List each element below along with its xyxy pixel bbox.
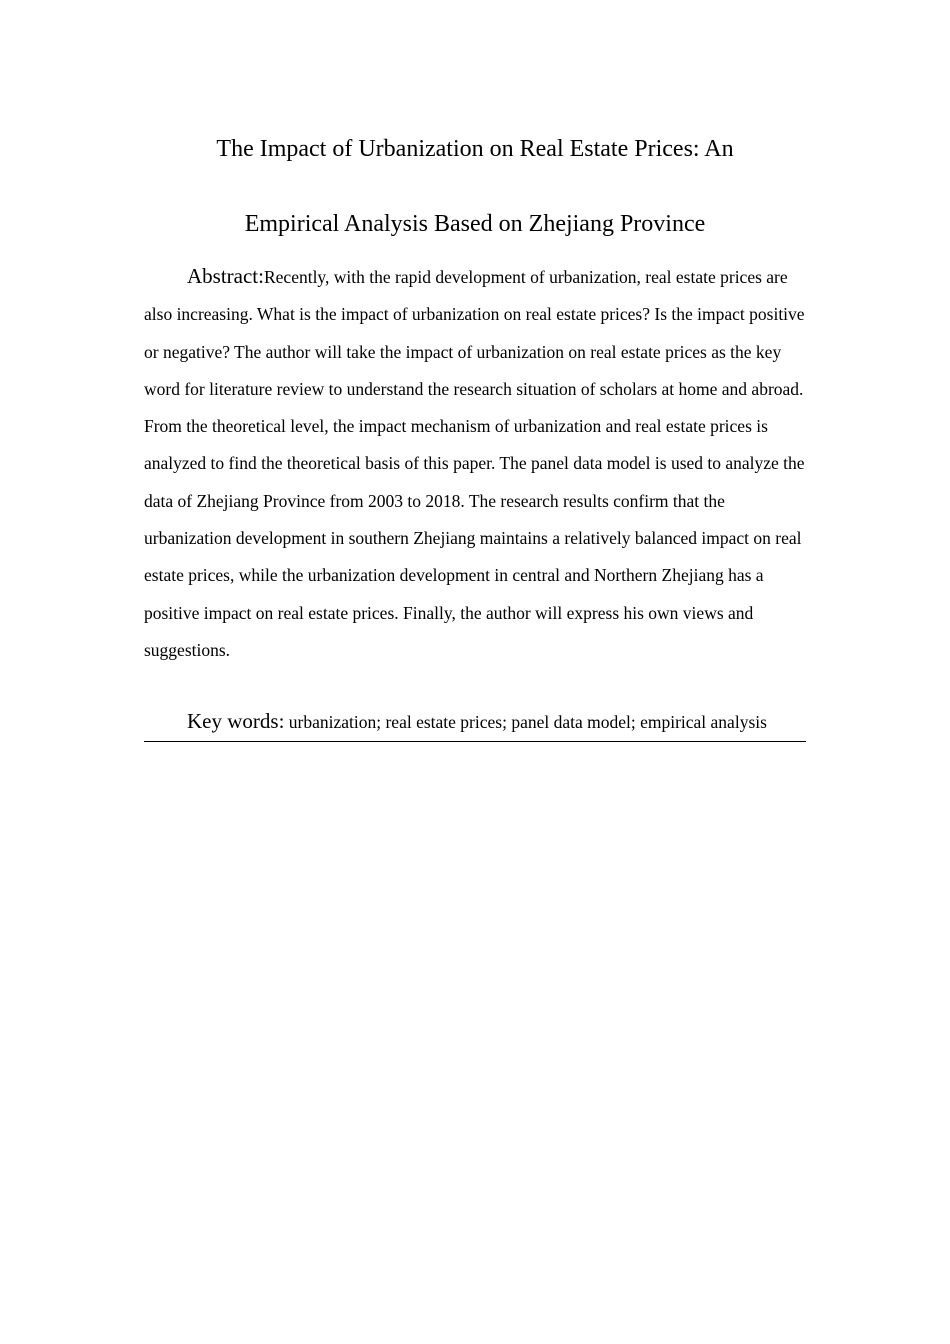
abstract-paragraph [144, 258, 814, 669]
keywords-paragraph [144, 703, 806, 742]
abstract-text: Recently, with the rapid development of urbanization, real estate prices are also increasing. What is the impact of urbanization on real estate prices? Is the impact positive or negative? The author will take the impact of urbanization on real estate prices as the key word for literature review to understand the research situation of scholars at home and abroad. From the theoretical level, the impact mechanism of urbanization and real estate prices is analyzed to find the theoretical basis of this paper. The panel data model is used to analyze the data of Zhejiang Province from 2003 to 2018. The research results confirm that the urbanization development in southern Zhejiang maintains a relatively balanced impact on real estate prices, while the urbanization development in central and Northern Zhejiang has a positive impact on real estate prices. Finally, the author will express his own views and suggestions. [144, 267, 805, 660]
paper-title-line-2: Empirical Analysis Based on Zhejiang Province [244, 211, 706, 237]
keywords-text: urbanization; real estate prices; panel data model; empirical analysis [284, 712, 767, 732]
abstract-label: Abstract: [187, 264, 264, 288]
keywords-label: Key words: [187, 709, 285, 733]
paper-title-line-1: The Impact of Urbanization on Real Estate Prices: An [216, 136, 734, 162]
